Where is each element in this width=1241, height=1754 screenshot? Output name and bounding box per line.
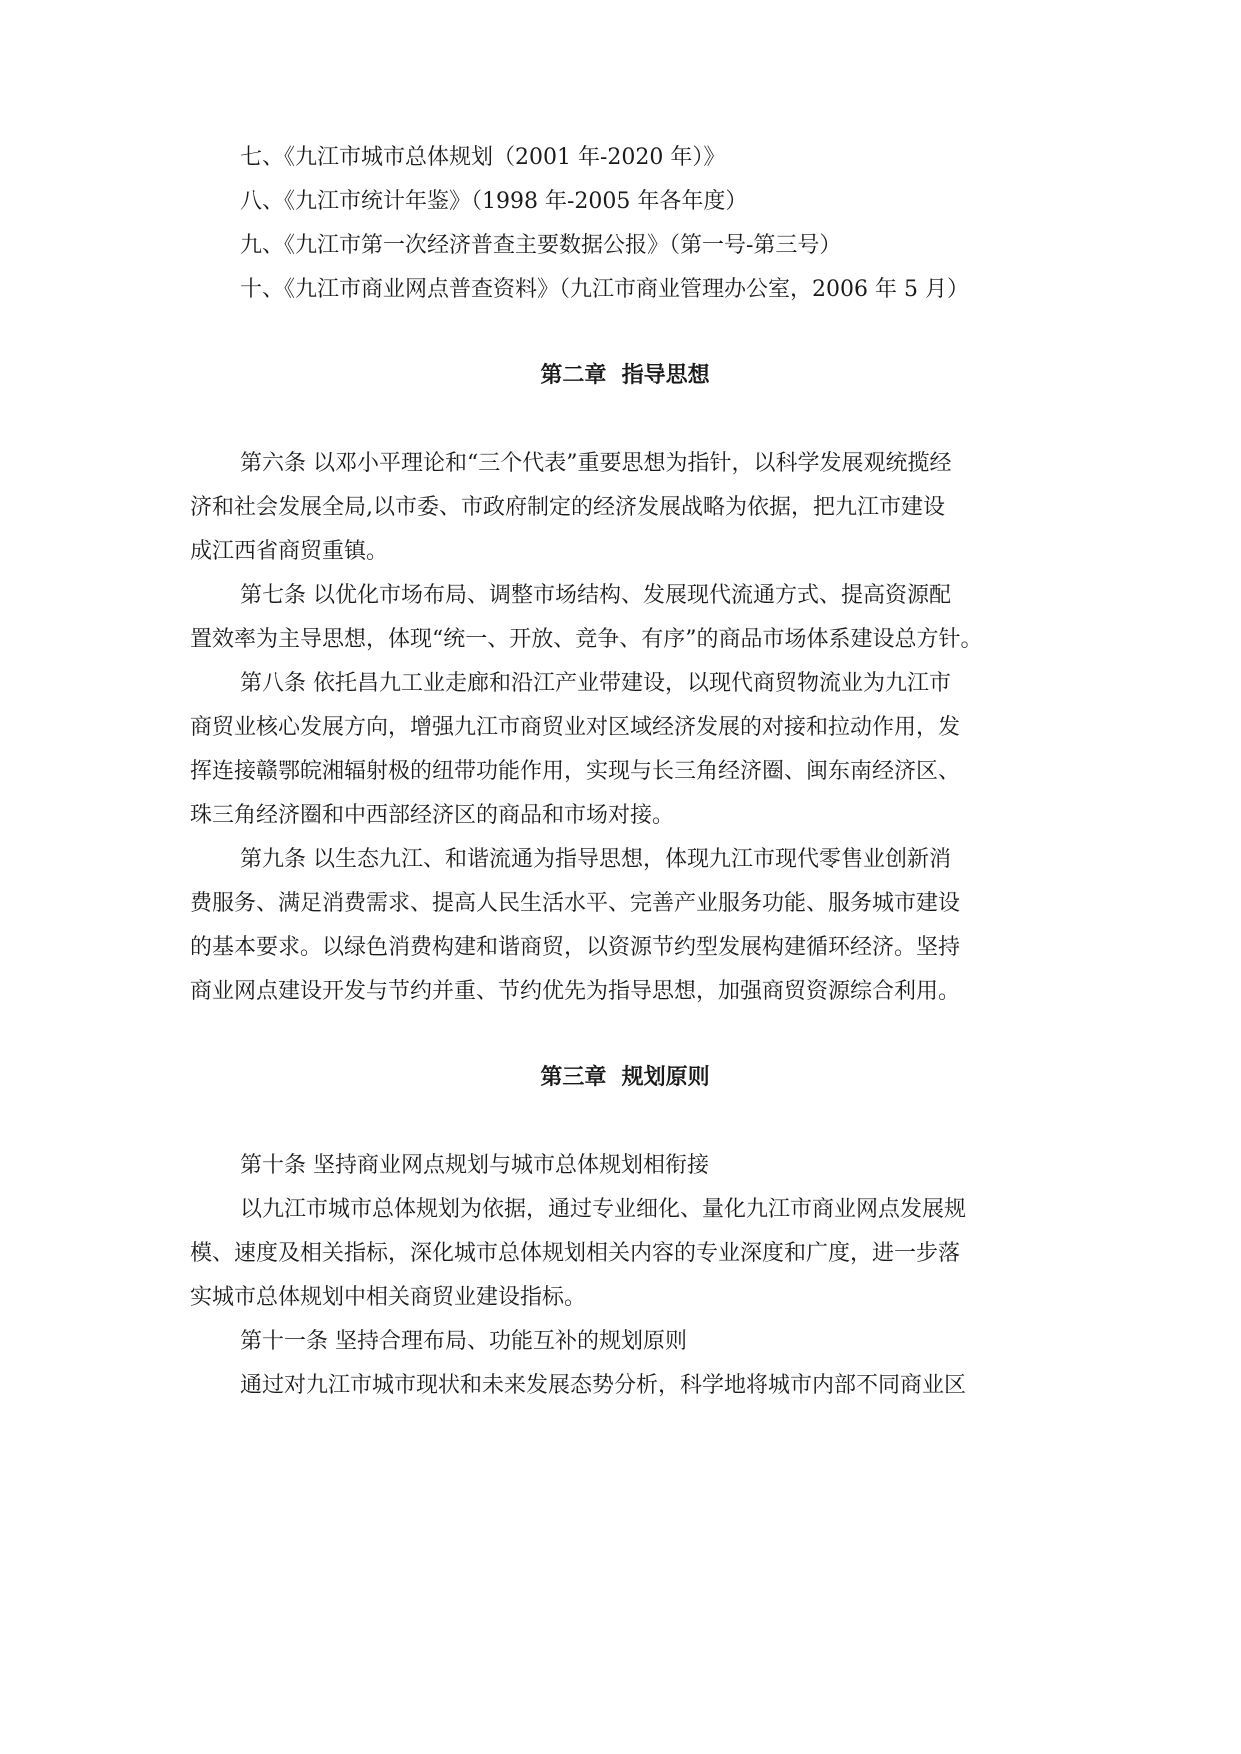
article-8-line: 第八条 依托昌九工业走廊和沿江产业带建设，以现代商贸物流业为九江市: [240, 671, 951, 696]
article-7-line: 置效率为主导思想，体现“统一、开放、竞争、有序”的商品市场体系建设总方针。: [190, 627, 983, 652]
article-6-line: 第六条 以邓小平理论和“三个代表”重要思想为指针，以科学发展观统揽经: [240, 451, 952, 476]
chapter-heading-2: 第二章 指导思想: [540, 363, 710, 388]
reference-item-9: 九、《九江市第一次经济普查主要数据公报》（第一号-第三号）: [240, 233, 842, 258]
article-10-title: 第十条 坚持商业网点规划与城市总体规划相衔接: [240, 1153, 709, 1178]
article-8-line: 挥连接赣鄂皖湘辐射极的纽带功能作用，实现与长三角经济圈、闽东南经济区、: [190, 759, 961, 784]
article-9-line: 费服务、满足消费需求、提高人民生活水平、完善产业服务功能、服务城市建设: [190, 891, 961, 916]
article-10-line: 实城市总体规划中相关商贸业建设指标。: [190, 1285, 587, 1310]
article-6-line: 成江西省商贸重镇。: [190, 539, 389, 564]
document-page: [190, 0, 1060, 1754]
article-8-line: 商贸业核心发展方向，增强九江市商贸业对区域经济发展的对接和拉动作用，发: [190, 715, 961, 740]
article-11-title: 第十一条 坚持合理布局、功能互补的规划原则: [240, 1329, 687, 1354]
article-9-line: 的基本要求。以绿色消费构建和谐商贸，以资源节约型发展构建循环经济。坚持: [190, 935, 961, 960]
reference-item-7: 七、《九江市城市总体规划（2001 年-2020 年）》: [240, 145, 726, 170]
article-11-line: 通过对九江市城市现状和未来发展态势分析，科学地将城市内部不同商业区: [240, 1373, 967, 1398]
article-7-line: 第七条 以优化市场布局、调整市场结构、发展现代流通方式、提高资源配: [240, 583, 951, 608]
article-9-line: 第九条 以生态九江、和谐流通为指导思想，体现九江市现代零售业创新消: [240, 847, 951, 872]
reference-item-8: 八、《九江市统计年鉴》（1998 年-2005 年各年度）: [240, 189, 748, 214]
article-10-line: 以九江市城市总体规划为依据，通过专业细化、量化九江市商业网点发展规: [240, 1197, 967, 1222]
article-8-line: 珠三角经济圈和中西部经济区的商品和市场对接。: [190, 803, 675, 828]
article-10-line: 模、速度及相关指标，深化城市总体规划相关内容的专业深度和广度，进一步落: [190, 1241, 961, 1266]
reference-item-10: 十、《九江市商业网点普查资料》（九江市商业管理办公室，2006 年 5 月）: [240, 277, 969, 302]
article-9-line: 商业网点建设开发与节约并重、节约优先为指导思想，加强商贸资源综合利用。: [190, 979, 961, 1004]
article-6-line: 济和社会发展全局,以市委、市政府制定的经济发展战略为依据，把九江市建设: [190, 495, 945, 520]
chapter-heading-3: 第三章 规划原则: [540, 1065, 710, 1090]
